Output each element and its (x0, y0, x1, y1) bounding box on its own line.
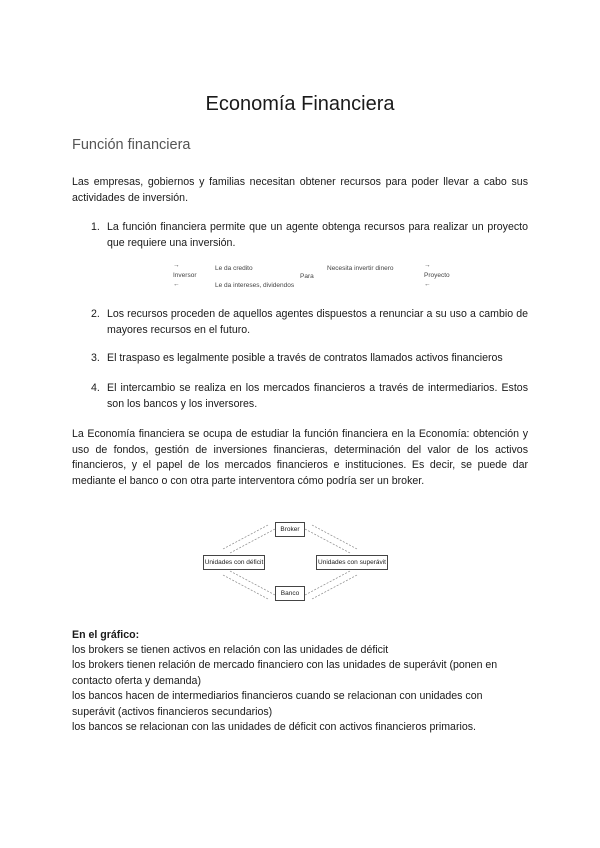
list-number: 2. (91, 308, 100, 320)
list-item (91, 381, 528, 412)
superavit-box: Unidades con superávit (316, 555, 388, 570)
section-heading: Función financiera (72, 137, 191, 153)
page-title: Economía Financiera (205, 93, 395, 115)
flow-diagram (170, 262, 450, 292)
deficit-box: Unidades con déficit (203, 555, 265, 570)
list-text: La función financiera permite que un agente obtenga recursos para realizar un proyecto que requiere una inversión. (107, 221, 528, 249)
arrow-right-icon: → (173, 262, 180, 269)
list-text: El intercambio se realiza en los mercados financieros a través de intermediarios. Estos son los bancos y los inversores. (107, 382, 528, 410)
graph-heading: En el gráfico: (72, 629, 140, 641)
broker-box: Broker (275, 522, 305, 537)
arrow-left-icon: ← (424, 281, 431, 288)
flow-project: Proyecto (424, 272, 450, 279)
graph-line: los bancos se relacionan con las unidades de déficit con activos financieros primarios. (72, 721, 476, 733)
flow-interest: Le da intereses, dividendos (215, 282, 295, 289)
graph-line: los bancos hacen de intermediarios financieros cuando se relacionan con unidades con superávit (activos financieros secundarios) (72, 690, 483, 718)
list-text: Los recursos proceden de aquellos agentes dispuestos a renunciar a su uso a cambio de mayores recursos en el futuro. (107, 308, 528, 336)
flow-para: Para (300, 273, 314, 280)
arrow-left-icon: ← (173, 281, 180, 288)
list-number: 1. (91, 221, 100, 233)
list-item (91, 220, 528, 251)
graph-line: los brokers tienen relación de mercado financiero con las unidades de superávit (ponen en contacto oferta y demanda) (72, 659, 498, 687)
graph-line: los brokers se tienen activos en relación con las unidades de déficit (72, 644, 389, 656)
list-item (91, 351, 528, 367)
flow-inversor: Inversor (173, 272, 197, 279)
intro-paragraph: Las empresas, gobiernos y familias necesitan obtener recursos para poder llevar a cabo sus actividades de inversión. (72, 176, 528, 204)
flow-credit: Le da credito (215, 265, 253, 272)
list-item (91, 307, 528, 338)
list-text: El traspaso es legalmente posible a través de contratos llamados activos financieros (107, 352, 503, 364)
body-paragraph: La Economía financiera se ocupa de estudiar la función financiera en la Economía: obtención y uso de fondos, gestión de inversiones financieras, determinación del valor de los activos financieros, y el papel de los mercados financieros e instituciones. Es decir, se puede dar mediante el banco o con otra parte interventora cómo podría ser un broker. (72, 428, 528, 487)
list-number: 3. (91, 352, 100, 364)
list-number: 4. (91, 382, 100, 394)
bank-box: Banco (275, 586, 305, 601)
arrow-right-icon: → (424, 262, 431, 269)
flow-needs: Necesita invertir dinero (327, 265, 394, 272)
